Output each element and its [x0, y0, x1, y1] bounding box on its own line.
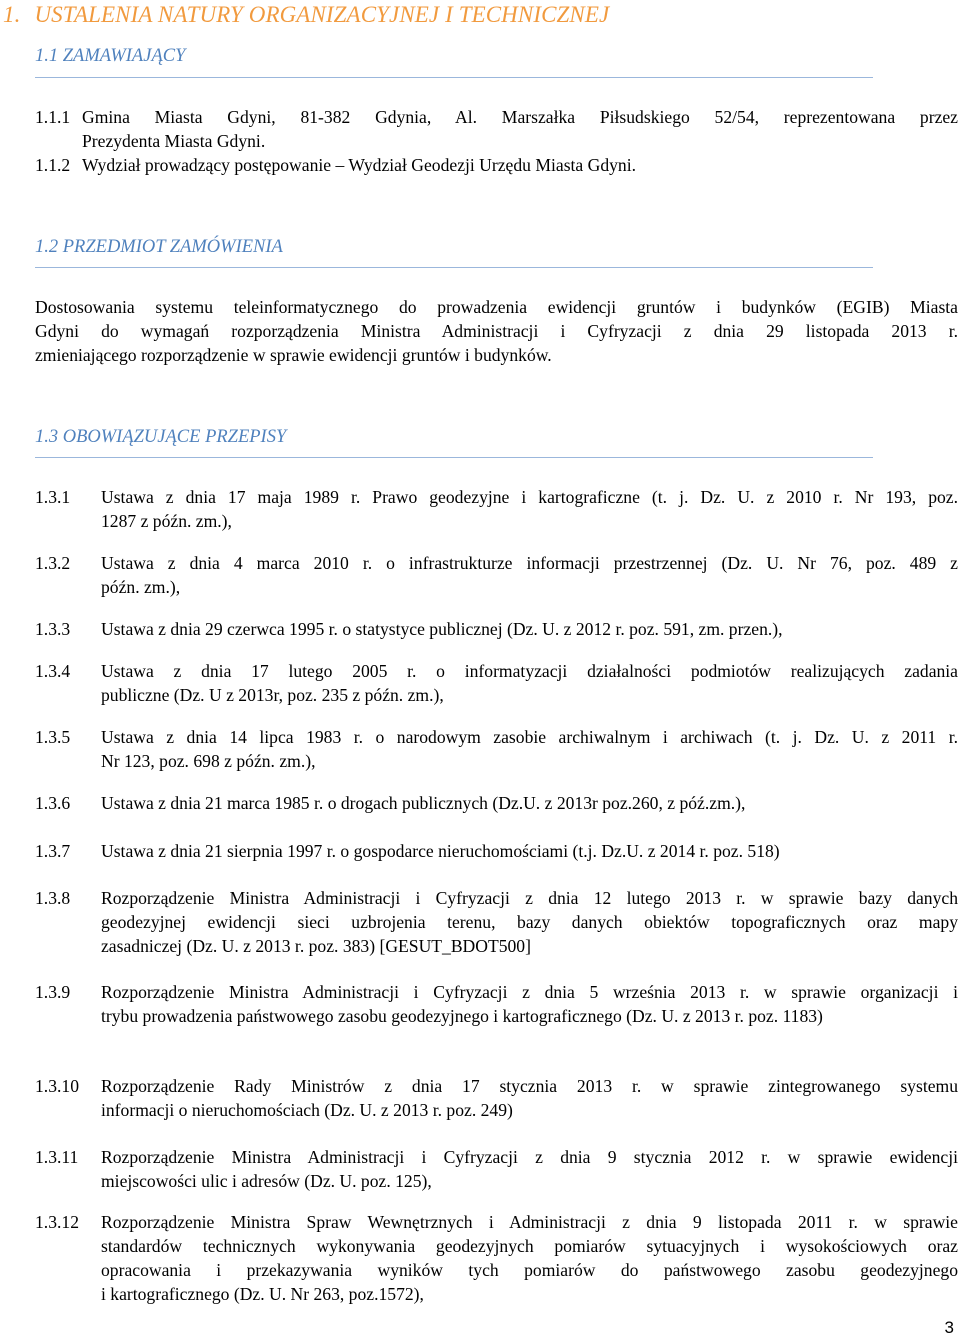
item-number: 1.3.5: [35, 727, 71, 747]
section-rule: [35, 267, 873, 268]
item-line: trybu prowadzenia państwowego zasobu geodezyjnego i kartograficznego (Dz. U. z 2013 r. poz. 1183): [101, 1006, 823, 1026]
item-line: geodezyjnej ewidencji sieci uzbrojenia terenu, bazy danych obiektów topograficznych oraz mapy: [101, 912, 958, 932]
item-text: [82, 153, 958, 177]
item-text: [101, 886, 958, 958]
item-number: 1.3.1: [35, 487, 71, 507]
item-line: Wydział prowadzący postępowanie – Wydział Geodezji Urzędu Miasta Gdyni.: [82, 155, 637, 175]
item-line: informacji o nieruchomościach (Dz. U. z 2013 r. poz. 249): [101, 1100, 513, 1120]
item-line: Ustawa z dnia 21 marca 1985 r. o drogach publicznych (Dz.U. z 2013r poz.260, z póź.zm.),: [101, 793, 746, 813]
item-number: 1.3.12: [35, 1212, 79, 1232]
item-text: [101, 791, 958, 815]
item-number: 1.3.3: [35, 619, 71, 639]
item-line: Rozporządzenie Ministra Administracji i Cyfryzacji z dnia 9 stycznia 2012 r. w sprawie ewidencji: [101, 1147, 958, 1167]
item-line: Rozporządzenie Ministra Administracji i Cyfryzacji z dnia 12 lutego 2013 r. w sprawie bazy danych: [101, 888, 958, 908]
chapter-number: 1.: [3, 2, 21, 27]
item-line: Rozporządzenie Rady Ministrów z dnia 17 stycznia 2013 r. w sprawie zintegrowanego systemu: [101, 1076, 958, 1096]
item-number: 1.3.7: [35, 841, 71, 861]
section-rule: [35, 457, 873, 458]
item-number: 1.3.8: [35, 888, 71, 908]
item-text: [101, 1074, 958, 1122]
section-heading-1-1: 1.1 ZAMAWIAJĄCY: [35, 46, 186, 66]
item-text: [101, 980, 958, 1028]
list-item: [35, 105, 958, 153]
item-text: [101, 485, 958, 533]
chapter-title: USTALENIA NATURY ORGANIZACYJNEJ I TECHNICZNEJ: [34, 2, 610, 27]
chapter-heading: [3, 2, 609, 28]
item-number: 1.3.11: [35, 1147, 79, 1167]
item-line: Ustawa z dnia 17 maja 1989 r. Prawo geodezyjne i kartograficzne (t. j. Dz. U. z 2010 r. Nr 193, poz.: [101, 487, 958, 507]
item-line: Gmina Miasta Gdyni, 81-382 Gdynia, Al. Marszałka Piłsudskiego 52/54, reprezentowana przez: [82, 107, 958, 127]
item-text: [101, 1145, 958, 1193]
item-line: Ustawa z dnia 14 lipca 1983 r. o narodowym zasobie archiwalnym i archiwach (t. j. Dz. U. z 2011 r.: [101, 727, 958, 747]
item-number: 1.3.10: [35, 1076, 79, 1096]
section-rule: [35, 77, 873, 78]
item-line: Ustawa z dnia 21 sierpnia 1997 r. o gospodarce nieruchomościami (t.j. Dz.U. z 2014 r. poz. 518): [101, 841, 780, 861]
item-line: późn. zm.),: [101, 577, 181, 597]
item-text: [82, 105, 958, 153]
item-line: Nr 123, poz. 698 z późn. zm.),: [101, 751, 316, 771]
item-line: i kartograficznego (Dz. U. Nr 263, poz.1572),: [101, 1284, 424, 1304]
item-number: 1.3.9: [35, 982, 71, 1002]
item-line: Ustawa z dnia 29 czerwca 1995 r. o statystyce publicznej (Dz. U. z 2012 r. poz. 591, zm. przen.),: [101, 619, 783, 639]
item-text: [101, 1210, 958, 1306]
item-line: publiczne (Dz. U z 2013r, poz. 235 z późn. zm.),: [101, 685, 444, 705]
paragraph-line: Gdyni do wymagań rozporządzenia Ministra Administracji i Cyfryzacji z dnia 29 listopada 2013 r.: [35, 321, 958, 341]
item-line: opracowania i przekazywania wyników tych pomiarów do państwowego zasobu geodezyjnego: [101, 1260, 958, 1280]
item-line: standardów technicznych wykonywania geodezyjnych pomiarów sytuacyjnych i wysokościowych oraz: [101, 1236, 958, 1256]
item-text: [101, 725, 958, 773]
item-number: 1.3.2: [35, 553, 71, 573]
item-text: [101, 839, 958, 863]
item-line: 1287 z późn. zm.),: [101, 511, 232, 531]
item-line: Rozporządzenie Ministra Administracji i Cyfryzacji z dnia 5 września 2013 r. w sprawie organizacji i: [101, 982, 958, 1002]
item-line: Ustawa z dnia 4 marca 2010 r. o infrastrukturze informacji przestrzennej (Dz. U. Nr 76, poz. 489 z: [101, 553, 958, 573]
item-line: Rozporządzenie Ministra Spraw Wewnętrznych i Administracji z dnia 9 listopada 2011 r. w sprawie: [101, 1212, 958, 1232]
paragraph-line: zmieniającego rozporządzenie w sprawie ewidencji gruntów i budynków.: [35, 345, 552, 365]
paragraph-line: Dostosowania systemu teleinformatycznego do prowadzenia ewidencji gruntów i budynków (EGIB) Miasta: [35, 297, 958, 317]
item-number: 1.1.1: [35, 107, 71, 127]
list-item: [35, 153, 958, 177]
section-heading-1-2: 1.2 PRZEDMIOT ZAMÓWIENIA: [35, 237, 283, 257]
item-text: [101, 551, 958, 599]
item-text: [101, 617, 958, 641]
section-heading-1-3: 1.3 OBOWIĄZUJĄCE PRZEPISY: [35, 427, 287, 447]
item-line: Ustawa z dnia 17 lutego 2005 r. o informatyzacji działalności podmiotów realizujących zadania: [101, 661, 958, 681]
item-number: 1.3.6: [35, 793, 71, 813]
section-paragraph: [35, 295, 958, 367]
item-number: 1.1.2: [35, 155, 71, 175]
item-line: zasadniczej (Dz. U. z 2013 r. poz. 383) [GESUT_BDOT500]: [101, 936, 531, 956]
page-number: 3: [944, 1318, 954, 1337]
item-line: miejscowości ulic i adresów (Dz. U. poz. 125),: [101, 1171, 432, 1191]
item-text: [101, 659, 958, 707]
item-number: 1.3.4: [35, 661, 71, 681]
item-line: Prezydenta Miasta Gdyni.: [82, 131, 266, 151]
